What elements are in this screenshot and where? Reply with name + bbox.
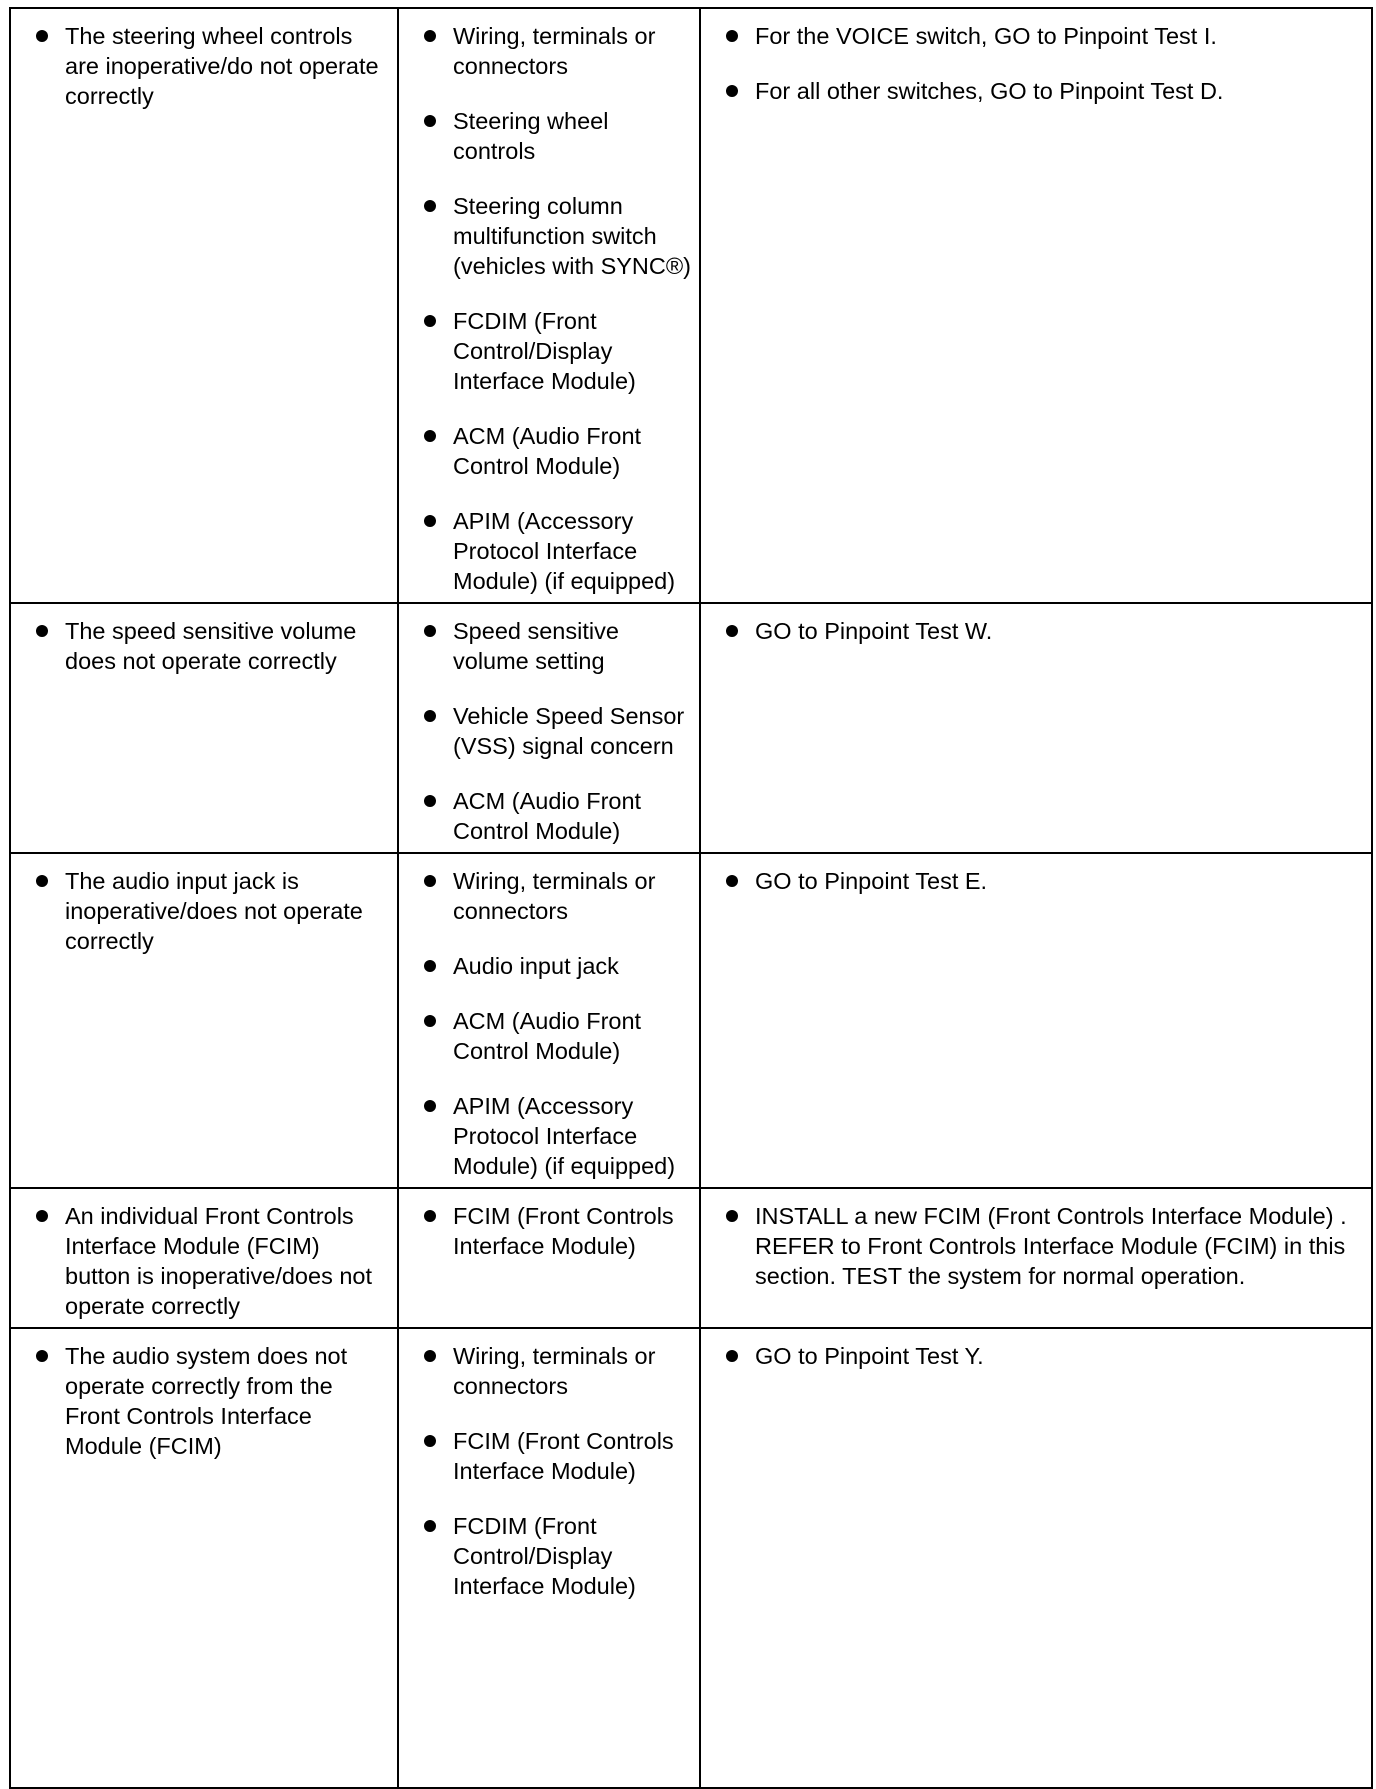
cause-item: ACM (Audio Front Control Module) — [407, 421, 691, 481]
action-item: INSTALL a new FCIM (Front Controls Interface Module) . REFER to Front Controls Interface Module (FCIM) in this section. TEST the system for normal operation. — [709, 1201, 1363, 1291]
cause-cell — [398, 8, 700, 603]
symptom-cell — [10, 1188, 398, 1328]
cause-item: Speed sensitive volume setting — [407, 616, 691, 676]
action-item: GO to Pinpoint Test E. — [709, 866, 1363, 896]
table-row — [10, 8, 1372, 603]
action-item: For the VOICE switch, GO to Pinpoint Test I. — [709, 21, 1363, 51]
cause-cell — [398, 1328, 700, 1788]
cause-item: APIM (Accessory Protocol Interface Module) (if equipped) — [407, 506, 691, 596]
table-row — [10, 603, 1372, 853]
cause-item: APIM (Accessory Protocol Interface Module) (if equipped) — [407, 1091, 691, 1181]
cause-item: Vehicle Speed Sensor (VSS) signal concern — [407, 701, 691, 761]
symptom-cell — [10, 1328, 398, 1788]
action-item: GO to Pinpoint Test W. — [709, 616, 1363, 646]
action-cell — [700, 1188, 1372, 1328]
cause-item: ACM (Audio Front Control Module) — [407, 786, 691, 846]
table-body — [10, 8, 1372, 1788]
action-item: GO to Pinpoint Test Y. — [709, 1341, 1363, 1371]
symptom-cell — [10, 8, 398, 603]
cause-cell — [398, 853, 700, 1188]
symptom-table — [9, 7, 1373, 1789]
cause-item: Wiring, terminals or connectors — [407, 866, 691, 926]
symptom-item: The audio system does not operate correctly from the Front Controls Interface Module (FCIM) — [19, 1341, 389, 1461]
symptom-item: The speed sensitive volume does not operate correctly — [19, 616, 389, 676]
table-row — [10, 1188, 1372, 1328]
cause-item: Steering column multifunction switch (vehicles with SYNC®) — [407, 191, 691, 281]
cause-item: FCDIM (Front Control/Display Interface Module) — [407, 1511, 691, 1601]
symptom-item: The audio input jack is inoperative/does not operate correctly — [19, 866, 389, 956]
action-cell — [700, 8, 1372, 603]
cause-item: FCIM (Front Controls Interface Module) — [407, 1426, 691, 1486]
cause-cell — [398, 603, 700, 853]
action-cell — [700, 603, 1372, 853]
symptom-item: The steering wheel controls are inoperative/do not operate correctly — [19, 21, 389, 111]
cause-item: Wiring, terminals or connectors — [407, 21, 691, 81]
cause-item: Wiring, terminals or connectors — [407, 1341, 691, 1401]
cause-cell — [398, 1188, 700, 1328]
cause-item: ACM (Audio Front Control Module) — [407, 1006, 691, 1066]
cause-item: Audio input jack — [407, 951, 691, 981]
symptom-item: An individual Front Controls Interface Module (FCIM) button is inoperative/does not operate correctly — [19, 1201, 389, 1321]
action-cell — [700, 853, 1372, 1188]
action-cell — [700, 1328, 1372, 1788]
symptom-chart — [9, 7, 1371, 1789]
table-row — [10, 1328, 1372, 1788]
action-item: For all other switches, GO to Pinpoint Test D. — [709, 76, 1363, 106]
cause-item: Steering wheel controls — [407, 106, 691, 166]
table-row — [10, 853, 1372, 1188]
cause-item: FCIM (Front Controls Interface Module) — [407, 1201, 691, 1261]
symptom-cell — [10, 603, 398, 853]
cause-item: FCDIM (Front Control/Display Interface Module) — [407, 306, 691, 396]
symptom-cell — [10, 853, 398, 1188]
